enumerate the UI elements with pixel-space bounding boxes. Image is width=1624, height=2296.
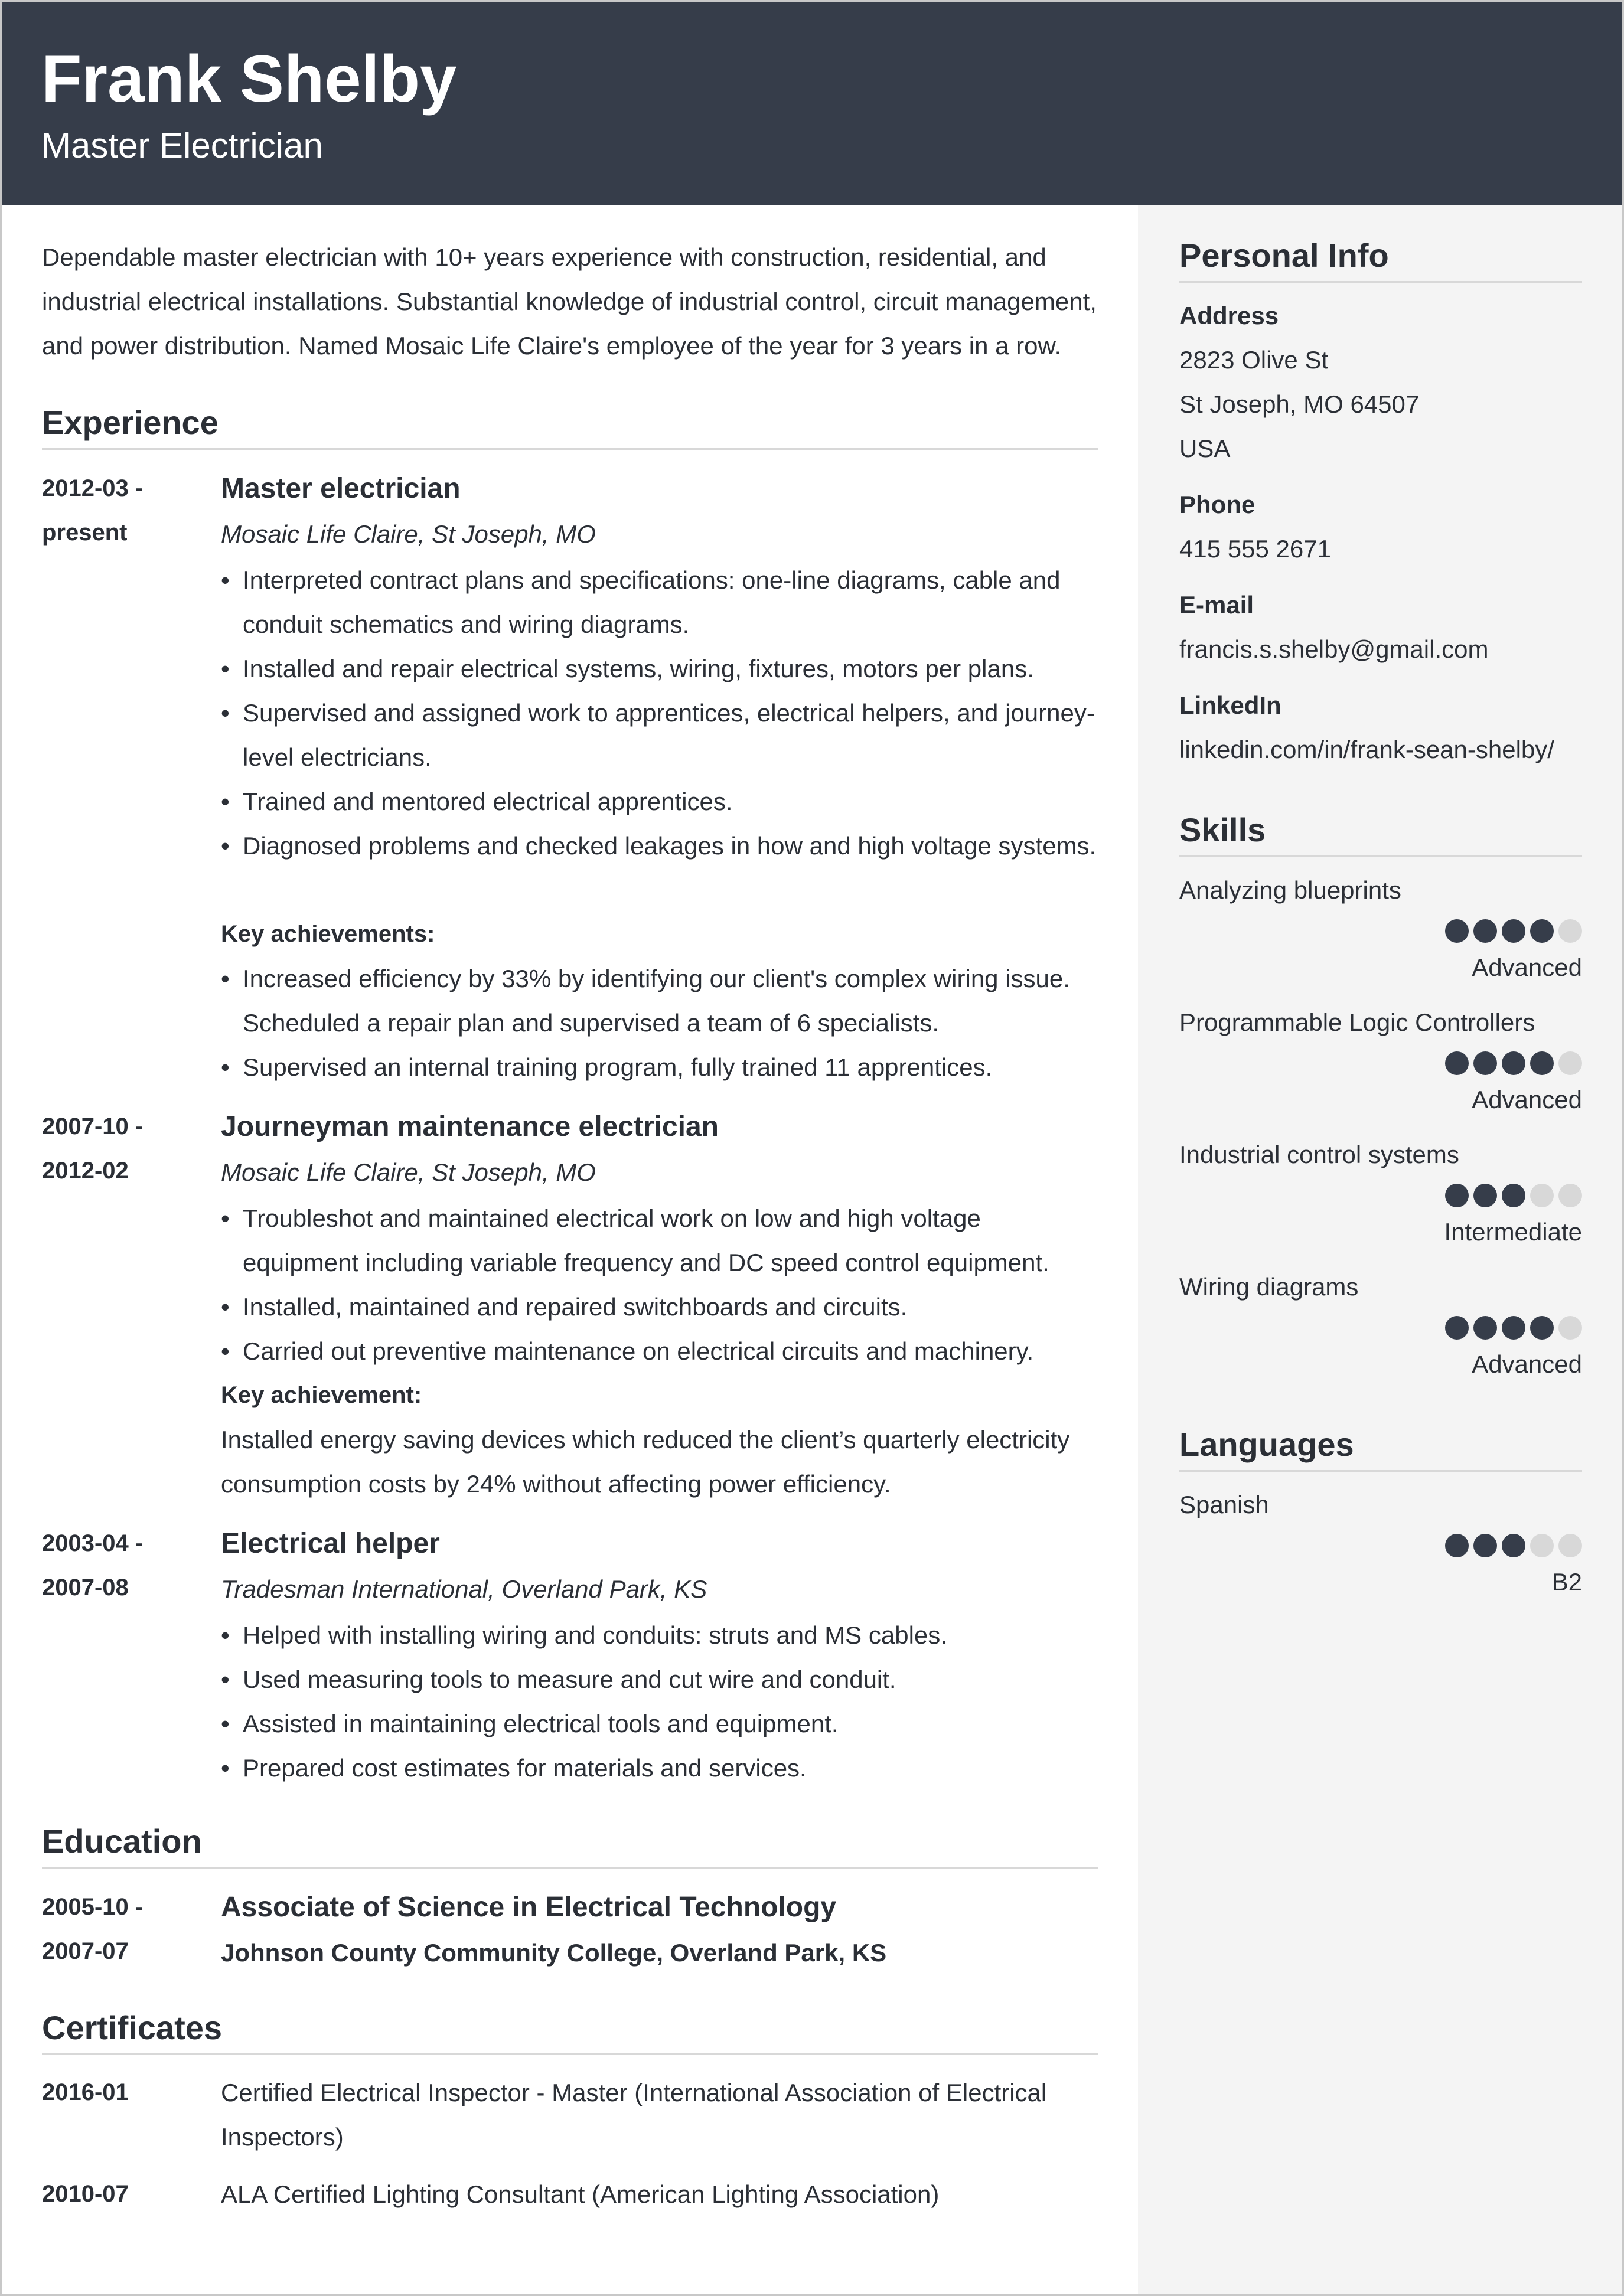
linkedin-label: LinkedIn <box>1179 691 1281 719</box>
certificate-date: 2016-01 <box>42 2079 129 2105</box>
duty-item: • Interpreted contract plans and specifications: one-line diagrams, cable and conduit schematics and wiring diagrams. <box>221 558 1098 646</box>
languages-list <box>1179 1482 1582 1604</box>
rating-dot-filled <box>1502 1184 1525 1207</box>
experience-entry <box>42 466 1098 1089</box>
skill-rating <box>1179 1184 1582 1207</box>
skill-level: Advanced <box>1472 1350 1582 1378</box>
certificate-entry <box>42 2070 1098 2159</box>
achievement-item: • Supervised an internal training program, fully trained 11 apprentices. <box>221 1045 1098 1089</box>
address-line: 2823 Olive St <box>1179 346 1329 374</box>
skills-list <box>1179 868 1582 1386</box>
job-role: Master electrician <box>221 473 461 504</box>
skill-level: Intermediate <box>1444 1218 1582 1246</box>
rating-dot-filled <box>1530 1316 1554 1340</box>
entry-body <box>221 1105 1098 1506</box>
rating-dot-filled <box>1502 1534 1525 1557</box>
language-rating <box>1179 1534 1582 1557</box>
certificates-section <box>42 2007 1098 2216</box>
entry-date <box>42 1885 221 1977</box>
skill-rating <box>1179 919 1582 943</box>
section-title-certificates: Certificates <box>42 2007 1098 2055</box>
phone-value: 415 555 2671 <box>1179 535 1331 563</box>
job-role: Electrical helper <box>221 1528 440 1559</box>
rating-dot-filled <box>1473 1316 1497 1340</box>
rating-dot-filled <box>1473 1184 1497 1207</box>
education-section <box>42 1821 1098 1977</box>
achievement-item: • Increased efficiency by 33% by identifying our client's complex wiring issue. Scheduled a repair plan and supervised a team of 6 specialists. <box>221 956 1098 1045</box>
rating-dot-empty <box>1558 1184 1582 1207</box>
rating-dot-filled <box>1445 1316 1469 1340</box>
rating-dot-empty <box>1558 919 1582 943</box>
duty-item: • Carried out preventive maintenance on electrical circuits and machinery. <box>221 1329 1098 1373</box>
address-line: St Joseph, MO 64507 <box>1179 390 1420 418</box>
duty-item: • Prepared cost estimates for materials and services. <box>221 1746 1098 1790</box>
degree-title: Associate of Science in Electrical Technology <box>221 1892 837 1923</box>
job-company: Mosaic Life Claire, St Joseph, MO <box>221 520 596 548</box>
skill-item <box>1179 1265 1582 1386</box>
summary-paragraph: Dependable master electrician with 10+ years experience with construction, residential, and industrial electrical installations. Substantial knowledge of industrial control, circuit management, and power distribution. Named Mosaic Life Claire's employee of the year for 3 years in a row. <box>42 243 1097 360</box>
rating-dot-filled <box>1502 1051 1525 1075</box>
resume-header <box>2 2 1622 205</box>
certificate-text: Certified Electrical Inspector - Master (International Association of Electrical Inspectors) <box>221 2079 1047 2151</box>
key-achievement-text: Installed energy saving devices which reduced the client’s quarterly electricity consumption costs by 24% without affecting power efficiency. <box>221 1426 1070 1498</box>
section-title-experience: Experience <box>42 402 1098 450</box>
experience-entry <box>42 1105 1098 1506</box>
skill-name: Industrial control systems <box>1179 1141 1459 1168</box>
certificate-entry <box>42 2172 1098 2216</box>
rating-dot-filled <box>1445 1534 1469 1557</box>
section-title-education: Education <box>42 1821 1098 1869</box>
rating-dot-empty <box>1558 1316 1582 1340</box>
job-company: Tradesman International, Overland Park, KS <box>221 1575 707 1603</box>
skill-level: Advanced <box>1472 1086 1582 1113</box>
duty-list <box>221 1613 1098 1790</box>
date-end: 2007-07 <box>42 1938 129 1964</box>
languages-section <box>1179 1424 1582 1604</box>
duty-item: • Trained and mentored electrical apprentices. <box>221 779 1098 824</box>
candidate-title: Master Electrician <box>41 126 323 165</box>
certificate-date: 2010-07 <box>42 2181 129 2207</box>
duty-item: • Assisted in maintaining electrical tools and equipment. <box>221 1701 1098 1746</box>
email-value: francis.s.shelby@gmail.com <box>1179 635 1489 663</box>
job-company: Mosaic Life Claire, St Joseph, MO <box>221 1158 596 1186</box>
date-start: 2003-04 - <box>42 1530 144 1556</box>
candidate-name: Frank Shelby <box>41 42 457 116</box>
skill-name: Programmable Logic Controllers <box>1179 1008 1535 1036</box>
section-title-personal-info: Personal Info <box>1179 235 1582 283</box>
date-end: 2012-02 <box>42 1158 129 1184</box>
rating-dot-empty <box>1530 1534 1554 1557</box>
rating-dot-filled <box>1502 919 1525 943</box>
address-label: Address <box>1179 302 1279 329</box>
rating-dot-filled <box>1530 919 1554 943</box>
skill-rating <box>1179 1316 1582 1340</box>
address-block <box>1179 293 1582 471</box>
rating-dot-filled <box>1445 1184 1469 1207</box>
rating-dot-filled <box>1473 1534 1497 1557</box>
education-entry <box>42 1885 1098 1977</box>
rating-dot-empty <box>1558 1051 1582 1075</box>
entry-body <box>221 466 1098 1089</box>
duty-list <box>221 1196 1098 1373</box>
key-achievements-label: Key achievements: <box>221 921 435 947</box>
certificate-text: ALA Certified Lighting Consultant (American Lighting Association) <box>221 2180 940 2208</box>
skill-rating <box>1179 1051 1582 1075</box>
experience-entry <box>42 1521 1098 1790</box>
job-role: Journeyman maintenance electrician <box>221 1111 719 1142</box>
duty-item: • Installed, maintained and repaired switchboards and circuits. <box>221 1285 1098 1329</box>
duty-item: • Troubleshot and maintained electrical work on low and high voltage equipment including variable frequency and DC speed control equipment. <box>221 1196 1098 1285</box>
achievement-list <box>221 956 1098 1089</box>
linkedin-block <box>1179 683 1582 772</box>
rating-dot-empty <box>1530 1184 1554 1207</box>
section-title-skills: Skills <box>1179 809 1582 857</box>
date-end: 2007-08 <box>42 1575 129 1601</box>
email-block <box>1179 583 1582 671</box>
date-start: 2007-10 - <box>42 1113 144 1139</box>
sidebar-column <box>1138 205 1622 2294</box>
rating-dot-filled <box>1473 1051 1497 1075</box>
skill-name: Wiring diagrams <box>1179 1273 1359 1301</box>
skill-item <box>1179 868 1582 989</box>
linkedin-value: linkedin.com/in/frank-sean-shelby/ <box>1179 736 1554 763</box>
personal-info-section <box>1179 235 1582 772</box>
entry-body <box>221 1521 1098 1790</box>
rating-dot-filled <box>1445 1051 1469 1075</box>
rating-dot-filled <box>1445 919 1469 943</box>
rating-dot-filled <box>1502 1316 1525 1340</box>
rating-dot-empty <box>1558 1534 1582 1557</box>
skills-section <box>1179 809 1582 1386</box>
skill-item <box>1179 1000 1582 1122</box>
duty-item: • Supervised and assigned work to apprentices, electrical helpers, and journey-level electricians. <box>221 691 1098 779</box>
duty-item: • Installed and repair electrical systems, wiring, fixtures, motors per plans. <box>221 646 1098 691</box>
language-item <box>1179 1482 1582 1604</box>
duty-item: • Used measuring tools to measure and cut wire and conduit. <box>221 1657 1098 1701</box>
duty-item: • Diagnosed problems and checked leakages in how and high voltage systems. <box>221 824 1098 868</box>
entry-body <box>221 1885 1098 1977</box>
email-label: E-mail <box>1179 591 1254 619</box>
entry-date <box>42 1521 221 1790</box>
section-title-languages: Languages <box>1179 1424 1582 1472</box>
duty-item: • Helped with installing wiring and conduits: struts and MS cables. <box>221 1613 1098 1657</box>
date-end: present <box>42 520 128 546</box>
phone-block <box>1179 482 1582 571</box>
key-achievement-label: Key achievement: <box>221 1382 422 1408</box>
rating-dot-filled <box>1473 919 1497 943</box>
address-line: USA <box>1179 435 1231 462</box>
school-name: Johnson County Community College, Overland Park, KS <box>221 1939 887 1967</box>
entry-date <box>42 466 221 1089</box>
experience-section <box>42 402 1098 1790</box>
language-level: B2 <box>1551 1568 1582 1596</box>
skill-name: Analyzing blueprints <box>1179 876 1401 904</box>
skill-item <box>1179 1132 1582 1254</box>
date-start: 2005-10 - <box>42 1894 144 1920</box>
skill-level: Advanced <box>1472 953 1582 981</box>
date-start: 2012-03 - <box>42 475 144 501</box>
language-name: Spanish <box>1179 1491 1269 1518</box>
rating-dot-filled <box>1530 1051 1554 1075</box>
entry-date <box>42 1105 221 1506</box>
duty-list <box>221 558 1098 868</box>
phone-label: Phone <box>1179 491 1255 518</box>
main-column <box>2 205 1138 2294</box>
